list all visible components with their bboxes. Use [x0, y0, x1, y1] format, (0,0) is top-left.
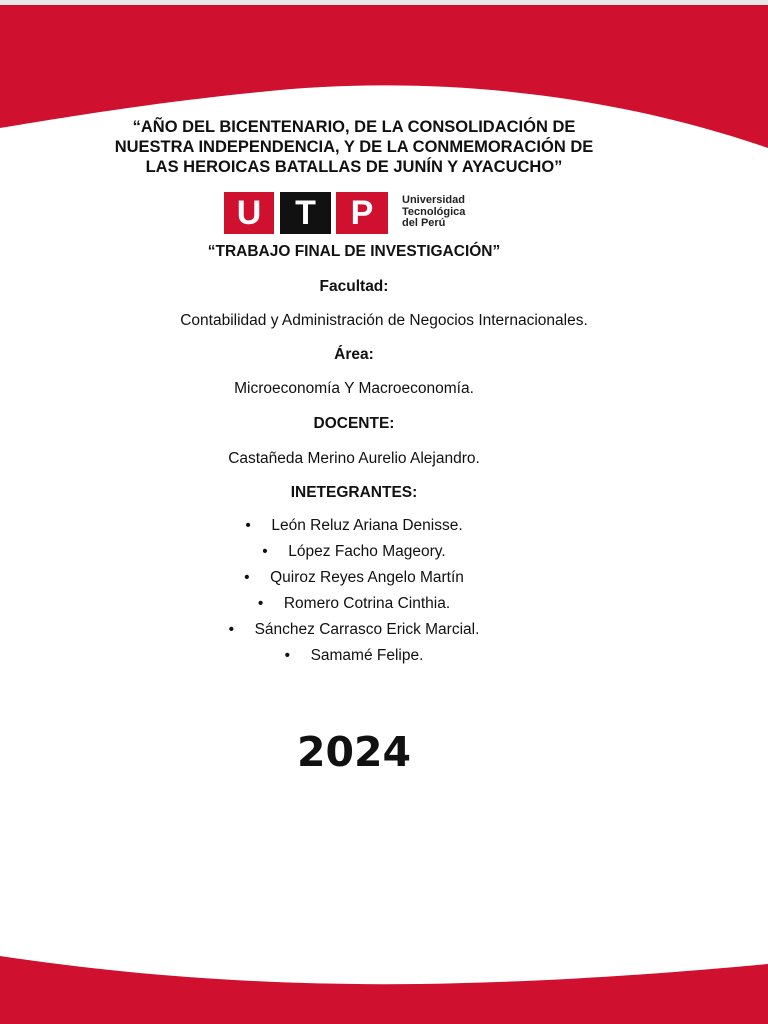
year-text: 2024	[296, 728, 412, 776]
logo-university-name: Universidad Tecnológica del Perú	[402, 194, 466, 229]
area-value: Microeconomía Y Macroeconomía.	[234, 380, 474, 397]
bullet-icon: •	[228, 621, 235, 638]
member-name: Sánchez Carrasco Erick Marcial.	[254, 621, 480, 638]
member-name: López Facho Mageory.	[288, 543, 446, 560]
bullet-icon: •	[244, 569, 250, 586]
bullet-icon: •	[257, 595, 264, 612]
faculty-label: Facultad:	[319, 278, 389, 295]
member-name: Quiroz Reyes Angelo Martín	[270, 569, 464, 586]
teacher-label: DOCENTE:	[313, 415, 395, 432]
teacher-value: Castañeda Merino Aurelio Alejandro.	[228, 450, 480, 467]
list-item	[0, 620, 708, 646]
bullet-icon: •	[262, 543, 268, 560]
bottom-red-band	[0, 934, 768, 1024]
member-name: León Reluz Ariana Denisse.	[271, 517, 463, 534]
list-item	[0, 542, 708, 568]
logo-letter-t: T	[280, 192, 331, 234]
member-name: Samamé Felipe.	[310, 647, 424, 664]
logo-letter-u: U	[224, 192, 274, 234]
list-item	[0, 646, 708, 672]
document-title: “TRABAJO FINAL DE INVESTIGACIÓN”	[207, 243, 501, 260]
logo-letter-p: P	[336, 192, 388, 234]
members-label: INETEGRANTES:	[290, 484, 418, 501]
utp-logo	[224, 192, 494, 236]
area-label: Área:	[334, 346, 374, 363]
faculty-value: Contabilidad y Administración de Negocios Internacionales.	[180, 312, 588, 329]
motto-heading: “AÑO DEL BICENTENARIO, DE LA CONSOLIDACIÓN DE NUESTRA INDEPENDENCIA, Y DE LA CONMEMORACIÓN DE LAS HEROICAS BATALLAS DE JUNÍN Y AYACUCHO”	[114, 118, 594, 176]
list-item	[0, 516, 708, 542]
member-name: Romero Cotrina Cinthia.	[283, 595, 451, 612]
list-item	[0, 594, 708, 620]
bullet-icon: •	[284, 647, 290, 664]
members-list	[0, 516, 708, 672]
bullet-icon: •	[245, 517, 251, 534]
list-item	[0, 568, 708, 594]
